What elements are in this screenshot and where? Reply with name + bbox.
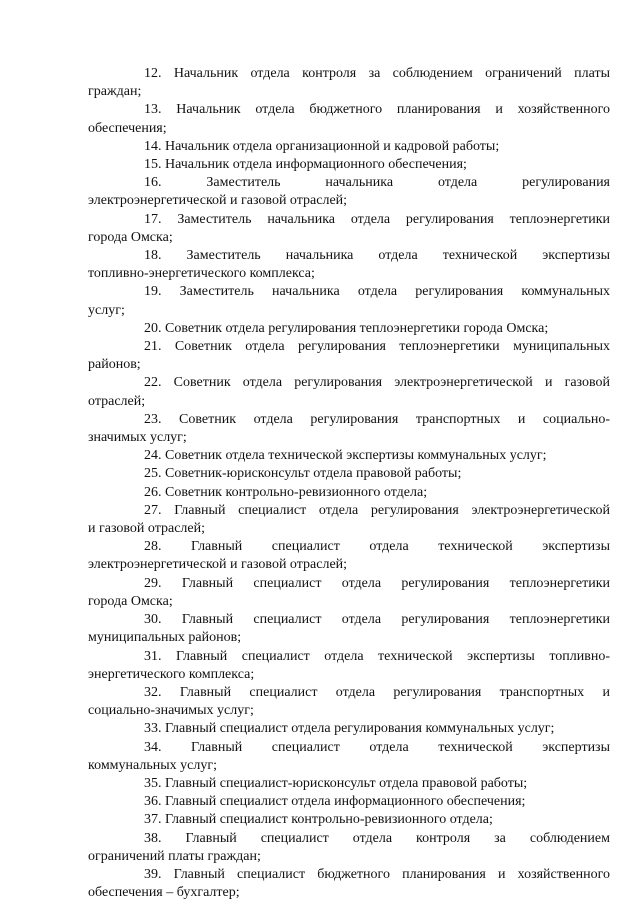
list-item-continuation: социально-значимых услуг; (88, 703, 254, 719)
list-item-continuation: граждан; (88, 84, 142, 100)
list-item (88, 739, 610, 775)
list-item-first-line: 17. Заместитель начальника отдела регулирования теплоэнергетики (144, 211, 610, 227)
list-item-continuation: обеспечения; (88, 120, 167, 136)
list-item (88, 411, 610, 447)
list-item (88, 65, 610, 101)
list-item-continuation: и газовой отраслей; (88, 521, 206, 537)
list-item (88, 611, 610, 647)
list-item-first-line: 26. Советник контрольно-ревизионного отдела; (144, 484, 428, 500)
list-item-first-line: 30. Главный специалист отдела регулирования теплоэнергетики (144, 612, 610, 628)
list-item-first-line: 12. Начальник отдела контроля за соблюдением ограничений платы (144, 66, 610, 81)
list-item-continuation: районов; (88, 357, 141, 373)
list-item-first-line: 35. Главный специалист-юрисконсульт отдела правовой работы; (144, 775, 528, 791)
list-item-first-line: 16. Заместитель начальника отдела регулирования (144, 175, 610, 191)
list-item-continuation: ограничений платы граждан; (88, 848, 261, 864)
list-item-continuation: отраслей; (88, 393, 146, 409)
list-item-continuation: обеспечения – бухгалтер; (88, 885, 240, 901)
list-item-first-line: 31. Главный специалист отдела технической экспертизы топливно- (144, 648, 610, 664)
list-item-continuation: электроэнергетической и газовой отраслей; (88, 193, 348, 209)
list-item (88, 484, 610, 502)
list-item-continuation: топливно-энергетического комплекса; (88, 266, 315, 282)
list-item (88, 830, 610, 866)
list-item-first-line: 33. Главный специалист отдела регулирования коммунальных услуг; (144, 721, 555, 737)
list-item-continuation: значимых услуг; (88, 430, 187, 446)
list-item (88, 866, 610, 902)
list-item (88, 465, 610, 483)
list-item-first-line: 15. Начальник отдела информационного обеспечения; (144, 157, 467, 173)
list-item (88, 684, 610, 720)
list-item-first-line: 21. Советник отдела регулирования теплоэнергетики муниципальных (144, 339, 610, 355)
list-item (88, 320, 610, 338)
list-item (88, 211, 610, 247)
list-item-continuation: электроэнергетической и газовой отраслей; (88, 557, 348, 573)
list-item-first-line: 27. Главный специалист отдела регулирования электроэнергетической (144, 502, 610, 518)
list-item-first-line: 25. Советник-юрисконсульт отдела правовой работы; (144, 466, 462, 482)
list-item-first-line: 20. Советник отдела регулирования теплоэнергетики города Омска; (144, 320, 549, 336)
list-item (88, 156, 610, 174)
position-list (88, 65, 610, 902)
list-item-first-line: 22. Советник отдела регулирования электроэнергетической и газовой (144, 375, 610, 391)
list-item-first-line: 28. Главный специалист отдела технической экспертизы (144, 539, 610, 555)
list-item-first-line: 14. Начальник отдела организационной и кадровой работы; (144, 138, 500, 154)
list-item-first-line: 36. Главный специалист отдела информационного обеспечения; (144, 794, 526, 810)
list-item-first-line: 34. Главный специалист отдела технической экспертизы (144, 739, 610, 755)
list-item (88, 720, 610, 738)
list-item-first-line: 32. Главный специалист отдела регулирования транспортных и (144, 684, 610, 700)
list-item-continuation: коммунальных услуг; (88, 757, 217, 773)
list-item (88, 138, 610, 156)
list-item-first-line: 13. Начальник отдела бюджетного планирования и хозяйственного (144, 102, 610, 118)
list-item-first-line: 24. Советник отдела технической экспертизы коммунальных услуг; (144, 448, 547, 464)
list-item (88, 174, 610, 210)
list-item-first-line: 39. Главный специалист бюджетного планирования и хозяйственного (144, 866, 610, 882)
list-item (88, 447, 610, 465)
list-item (88, 338, 610, 374)
list-item-continuation: города Омска; (88, 593, 173, 609)
list-item (88, 502, 610, 538)
list-item (88, 374, 610, 410)
list-item (88, 793, 610, 811)
list-item-first-line: 29. Главный специалист отдела регулирования теплоэнергетики (144, 575, 610, 591)
list-item-first-line: 18. Заместитель начальника отдела технической экспертизы (144, 248, 610, 264)
list-item (88, 247, 610, 283)
list-item (88, 811, 610, 829)
list-item-continuation: муниципальных районов; (88, 630, 242, 646)
list-item-first-line: 37. Главный специалист контрольно-ревизионного отдела; (144, 812, 493, 828)
list-item-first-line: 23. Советник отдела регулирования транспортных и социально- (144, 411, 610, 427)
list-item-continuation: энергетического комплекса; (88, 666, 255, 682)
list-item (88, 101, 610, 137)
list-item (88, 775, 610, 793)
list-item (88, 575, 610, 611)
list-item (88, 538, 610, 574)
list-item-continuation: услуг; (88, 302, 125, 318)
list-item (88, 283, 610, 319)
list-item-first-line: 38. Главный специалист отдела контроля за соблюдением (144, 830, 610, 846)
list-item (88, 648, 610, 684)
list-item-continuation: города Омска; (88, 229, 173, 245)
list-item-first-line: 19. Заместитель начальника отдела регулирования коммунальных (144, 284, 610, 300)
